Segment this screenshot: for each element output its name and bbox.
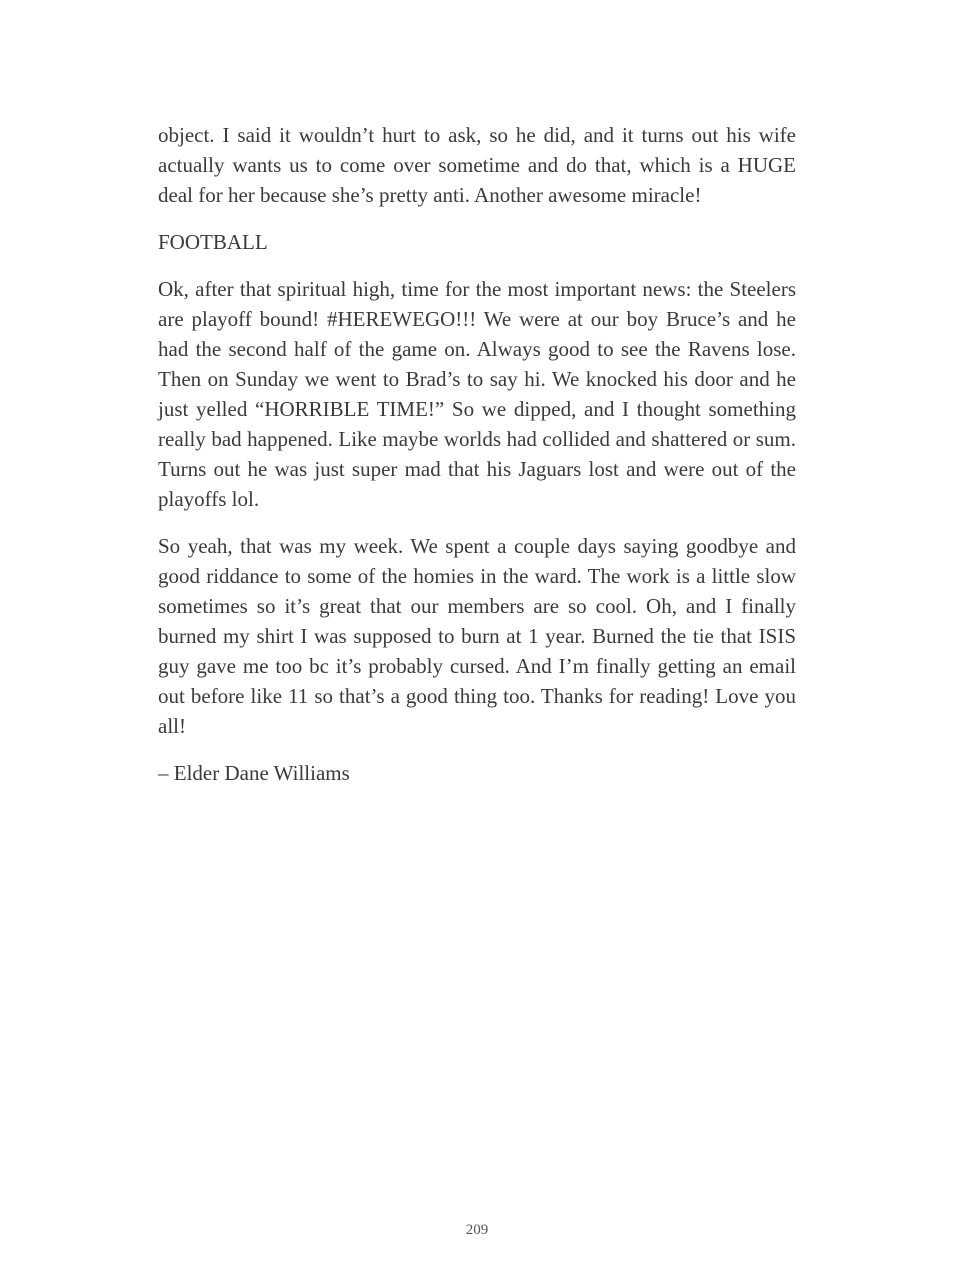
signature: – Elder Dane Williams [158, 761, 350, 785]
paragraph-miracle: object. I said it wouldn’t hurt to ask, so he did, and it turns out his wife actually wants us to come over sometime and do that, which is a HUGE deal for her because she’s pretty anti. Another awesome miracle! [158, 123, 796, 207]
section-heading-football: FOOTBALL [158, 230, 268, 254]
page-number: 209 [465, 1222, 489, 1238]
paragraph-football: Ok, after that spiritual high, time for the most important news: the Steelers are playoff bound! #HEREWEGO!!! We were at our boy Bruce’s and he had the second half of the game on. Always good to see the Ravens lose. Then on Sunday we went to Brad’s to say hi. We knocked his door and he just yelled “HORRIBLE TIME!” So we dipped, and I thought something really bad happened. Like maybe worlds had collided and shattered or sum. Turns out he was just super mad that his Jaguars lost and were out of the playoffs lol. [158, 277, 796, 511]
body-text [158, 120, 796, 805]
paragraph-week-summary: So yeah, that was my week. We spent a couple days saying goodbye and good riddance to some of the homies in the ward. The work is a little slow sometimes so it’s great that our members are so cool. Oh, and I finally burned my shirt I was supposed to burn at 1 year. Burned the tie that ISIS guy gave me too bc it’s probably cursed. And I’m finally getting an email out before like 11 so that’s a good thing too. Thanks for reading! Love you all! [158, 534, 796, 738]
